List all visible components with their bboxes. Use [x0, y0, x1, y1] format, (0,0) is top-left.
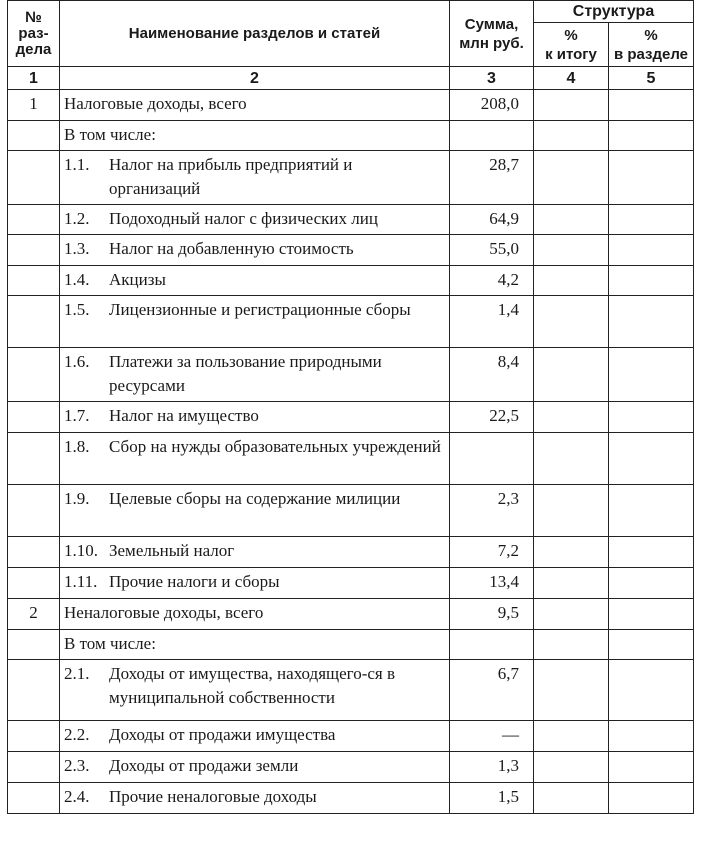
- table-row: [8, 537, 694, 568]
- item-label: Доходы от продажи имущества: [109, 725, 336, 744]
- table-row: [8, 783, 694, 814]
- pct-total-cell: [534, 235, 609, 266]
- item-entry: [64, 754, 445, 778]
- sum-cell: 4,2: [450, 266, 534, 296]
- pct-section-cell: [609, 235, 694, 266]
- pct-total-cell: [534, 433, 609, 485]
- table-row: [8, 121, 694, 151]
- pct-section-cell: [609, 348, 694, 402]
- section-number-cell: [8, 348, 60, 402]
- header-colnum-5: 5: [609, 67, 694, 90]
- sum-cell: 1,4: [450, 296, 534, 348]
- table-row: [8, 205, 694, 235]
- item-entry: [64, 237, 445, 261]
- pct-total-cell: [534, 90, 609, 121]
- pct-total-cell: [534, 121, 609, 151]
- sum-cell: 13,4: [450, 568, 534, 599]
- item-entry: [64, 298, 445, 322]
- header-colnum-1: 1: [8, 67, 60, 90]
- sum-cell: [450, 121, 534, 151]
- item-label: Налоговые доходы, всего: [64, 94, 247, 113]
- item-code: 1.10.: [64, 541, 98, 560]
- section-number-cell: [8, 752, 60, 783]
- section-number-cell: [8, 235, 60, 266]
- item-code: 1.6.: [64, 352, 90, 371]
- item-label: В том числе:: [64, 125, 156, 144]
- item-code: 2.2.: [64, 725, 90, 744]
- item-name-cell: [60, 151, 450, 205]
- item-label: Лицензионные и регистрационные сборы: [109, 300, 411, 319]
- item-code: 1.2.: [64, 209, 90, 228]
- table-row: [8, 630, 694, 660]
- item-label: Платежи за пользование природными ресурсами: [109, 352, 382, 395]
- pct-section-cell: [609, 568, 694, 599]
- item-code: 1.8.: [64, 437, 90, 456]
- pct-section-cell: [609, 90, 694, 121]
- item-label: Акцизы: [109, 270, 166, 289]
- pct-section-cell: [609, 783, 694, 814]
- item-name-cell: [60, 485, 450, 537]
- pct-section-cell: [609, 660, 694, 721]
- table-row: [8, 599, 694, 630]
- item-name-cell: [60, 296, 450, 348]
- section-number-cell: [8, 402, 60, 433]
- table-row: [8, 348, 694, 402]
- pct-section-cell: [609, 433, 694, 485]
- table-row: [8, 721, 694, 752]
- pct-total-cell: [534, 402, 609, 433]
- item-entry: [64, 785, 445, 809]
- pct-total-cell: [534, 568, 609, 599]
- item-label: Сбор на нужды образовательных учреждений: [109, 437, 441, 456]
- item-code: 2.4.: [64, 787, 90, 806]
- pct-total-cell: [534, 266, 609, 296]
- item-entry: [64, 435, 445, 459]
- pct-section-cell: [609, 485, 694, 537]
- item-name-cell: [60, 90, 450, 121]
- section-number-cell: [8, 151, 60, 205]
- table-row: [8, 752, 694, 783]
- item-name-cell: [60, 537, 450, 568]
- header-sum: Сумма, млн руб.: [450, 1, 534, 67]
- item-label: Прочие неналоговые доходы: [109, 787, 317, 806]
- header-pct-total: % к итогу: [534, 23, 609, 67]
- item-label: Прочие налоги и сборы: [109, 572, 280, 591]
- pct-total-cell: [534, 205, 609, 235]
- pct-section-cell: [609, 266, 694, 296]
- sum-cell: 28,7: [450, 151, 534, 205]
- section-number-cell: [8, 485, 60, 537]
- sum-cell: 55,0: [450, 235, 534, 266]
- section-number-cell: [8, 266, 60, 296]
- item-name-cell: [60, 205, 450, 235]
- section-number-cell: [8, 205, 60, 235]
- item-label: Налог на прибыль предприятий и организаций: [109, 155, 353, 198]
- item-name-cell: [60, 235, 450, 266]
- section-number-cell: [8, 433, 60, 485]
- table-row: [8, 660, 694, 721]
- sum-cell: 64,9: [450, 205, 534, 235]
- pct-section-cell: [609, 599, 694, 630]
- sum-cell: [450, 433, 534, 485]
- item-entry: [64, 268, 445, 292]
- item-name-cell: [60, 783, 450, 814]
- pct-total-cell: [534, 485, 609, 537]
- header-colnum-3: 3: [450, 67, 534, 90]
- table-row: [8, 485, 694, 537]
- item-label: Доходы от продажи земли: [109, 756, 299, 775]
- item-entry: [64, 487, 445, 511]
- item-code: 2.1.: [64, 664, 90, 683]
- table-row: [8, 433, 694, 485]
- item-name-cell: [60, 568, 450, 599]
- item-label: В том числе:: [64, 634, 156, 653]
- sum-cell: [450, 630, 534, 660]
- pct-section-cell: [609, 630, 694, 660]
- sum-cell: 9,5: [450, 599, 534, 630]
- item-name-cell: [60, 599, 450, 630]
- pct-total-cell: [534, 348, 609, 402]
- table-row: [8, 151, 694, 205]
- header-colnum-2: 2: [60, 67, 450, 90]
- item-code: 2.3.: [64, 756, 90, 775]
- pct-total-cell: [534, 752, 609, 783]
- pct-total-cell: [534, 537, 609, 568]
- pct-section-cell: [609, 402, 694, 433]
- item-name-cell: [60, 402, 450, 433]
- pct-total-cell: [534, 721, 609, 752]
- table-row: [8, 90, 694, 121]
- item-code: 1.1.: [64, 155, 90, 174]
- item-code: 1.4.: [64, 270, 90, 289]
- sum-cell: 6,7: [450, 660, 534, 721]
- item-entry: [64, 723, 445, 747]
- pct-total-cell: [534, 151, 609, 205]
- item-name-cell: [60, 630, 450, 660]
- section-number-cell: [8, 296, 60, 348]
- item-entry: [64, 570, 445, 594]
- section-number-cell: [8, 721, 60, 752]
- item-name-cell: [60, 121, 450, 151]
- sum-cell: 2,3: [450, 485, 534, 537]
- item-label: Налог на добавленную стоимость: [109, 239, 354, 258]
- item-label: Целевые сборы на содержание милиции: [109, 489, 401, 508]
- item-name-cell: [60, 721, 450, 752]
- item-label: Неналоговые доходы, всего: [64, 603, 264, 622]
- table-row: [8, 568, 694, 599]
- pct-section-cell: [609, 721, 694, 752]
- item-label: Доходы от имущества, находящего-ся в муниципальной собственности: [109, 664, 396, 707]
- pct-total-cell: [534, 630, 609, 660]
- pct-section-cell: [609, 121, 694, 151]
- pct-total-cell: [534, 296, 609, 348]
- header-section-number: № раз- дела: [8, 1, 60, 67]
- pct-total-cell: [534, 660, 609, 721]
- item-code: 1.3.: [64, 239, 90, 258]
- table-row: [8, 235, 694, 266]
- item-entry: [64, 404, 445, 428]
- revenue-table: [7, 0, 694, 814]
- table-row: [8, 402, 694, 433]
- item-label: Земельный налог: [109, 541, 235, 560]
- sum-cell: 1,5: [450, 783, 534, 814]
- table-row: [8, 296, 694, 348]
- pct-total-cell: [534, 783, 609, 814]
- table-row: [8, 266, 694, 296]
- header-pct-section: % в разделе: [609, 23, 694, 67]
- sum-cell: —: [450, 721, 534, 752]
- pct-total-cell: [534, 599, 609, 630]
- item-code: 1.9.: [64, 489, 90, 508]
- item-entry: [64, 539, 445, 563]
- pct-section-cell: [609, 537, 694, 568]
- header-structure: Структура: [534, 1, 694, 23]
- sum-cell: 22,5: [450, 402, 534, 433]
- section-number-cell: 1: [8, 90, 60, 121]
- sum-cell: 208,0: [450, 90, 534, 121]
- header-colnum-4: 4: [534, 67, 609, 90]
- item-label: Налог на имущество: [109, 406, 259, 425]
- pct-section-cell: [609, 752, 694, 783]
- item-entry: [64, 662, 445, 710]
- section-number-cell: [8, 630, 60, 660]
- section-number-cell: [8, 660, 60, 721]
- pct-section-cell: [609, 296, 694, 348]
- pct-section-cell: [609, 151, 694, 205]
- section-number-cell: [8, 121, 60, 151]
- sum-cell: 1,3: [450, 752, 534, 783]
- item-label: Подоходный налог с физических лиц: [109, 209, 378, 228]
- section-number-cell: [8, 568, 60, 599]
- item-code: 1.11.: [64, 572, 98, 591]
- item-code: 1.7.: [64, 406, 90, 425]
- item-name-cell: [60, 660, 450, 721]
- sum-cell: 8,4: [450, 348, 534, 402]
- pct-section-cell: [609, 205, 694, 235]
- item-name-cell: [60, 433, 450, 485]
- item-entry: [64, 350, 445, 398]
- sum-cell: 7,2: [450, 537, 534, 568]
- item-entry: [64, 207, 445, 231]
- section-number-cell: 2: [8, 599, 60, 630]
- section-number-cell: [8, 783, 60, 814]
- item-entry: [64, 153, 445, 201]
- item-name-cell: [60, 348, 450, 402]
- item-code: 1.5.: [64, 300, 90, 319]
- header-item-name: Наименование разделов и статей: [60, 1, 450, 67]
- section-number-cell: [8, 537, 60, 568]
- item-name-cell: [60, 266, 450, 296]
- item-name-cell: [60, 752, 450, 783]
